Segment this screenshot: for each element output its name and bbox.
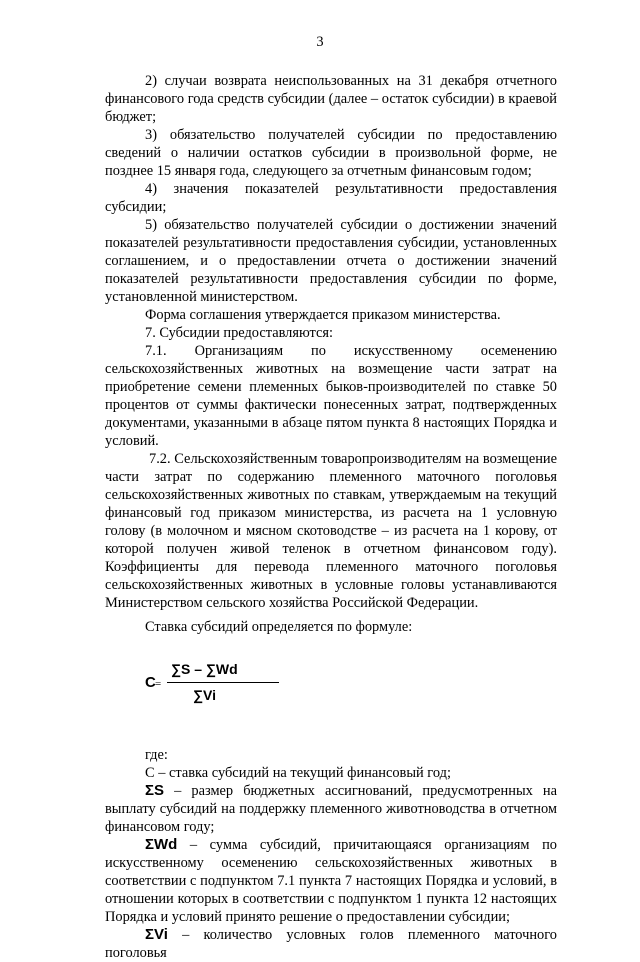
definition-text: С – ставка субсидий на текущий финансовый год; bbox=[145, 765, 451, 781]
paragraph: 7.2. Сельскохозяйственным товаропроизводителям на возмещение части затрат по содержанию племенного маточного поголовья сельскохозяйственных животных по ставкам, утверждаемым на текущий финансовый год приказом министерства, из расчета на 1 условную голову (в молочном и мясном скотоводстве – из расчета на 1 корову, от которой получен живой теленок в отчетном финансовом году). Коэффициенты для перевода племенного маточного поголовья сельскохозяйственных животных в условные головы устанавливаются Министерством сельского хозяйства Российской Федерации. bbox=[105, 451, 557, 611]
definition-text: – размер бюджетных ассигнований, предусмотренных на выплату субсидий на поддержку племенного животноводства в отчетном финансовом году; bbox=[105, 783, 557, 835]
definition-symbol: ΣVi bbox=[145, 926, 168, 943]
page-number: 3 bbox=[316, 34, 324, 50]
paragraph: Форма соглашения утверждается приказом министерства. bbox=[145, 307, 501, 323]
formula-numerator: ∑S – ∑Wd bbox=[171, 661, 238, 677]
definition-symbol: ΣS bbox=[145, 782, 165, 799]
formula-denominator: ∑Vi bbox=[193, 687, 216, 703]
definition-text: – сумма субсидий, причитающаяся организациям по искусственному осеменению сельскохозяйственных животных в соответствии с подпунктом 7.1 пункта 7 настоящих Порядка и условий, в отношении которых в соответствии с подпунктом 1 пункта 12 настоящих Порядка и условий принято решение о предоставлении субсидии; bbox=[105, 837, 557, 925]
document-body bbox=[105, 72, 557, 962]
definition-text: – количество условных голов племенного маточного поголовья bbox=[105, 927, 557, 961]
paragraph: 4) значения показателей результативности предоставления субсидии; bbox=[105, 181, 557, 215]
paragraph: 7.1. Организациям по искусственному осеменению сельскохозяйственных животных на возмещение части затрат на приобретение семени племенных быков-производителей по ставке 50 процентов от суммы фактически понесенных затрат, подтвержденных документами, указанными в абзаце пятом пункта 8 настоящих Порядка и условий. bbox=[105, 343, 557, 449]
definition-symbol: ΣWd bbox=[145, 836, 178, 853]
fraction-bar bbox=[167, 682, 279, 683]
where-label: где: bbox=[145, 747, 168, 763]
definition-item bbox=[105, 764, 557, 782]
definition-item bbox=[105, 782, 557, 836]
formula-lhs: С bbox=[145, 674, 156, 691]
formula-equals: = bbox=[155, 678, 162, 690]
formula-intro: Ставка субсидий определяется по формуле: bbox=[145, 619, 413, 635]
rate-formula bbox=[105, 640, 557, 746]
definition-item bbox=[105, 926, 557, 962]
definition-item bbox=[105, 836, 557, 926]
paragraph: 7. Субсидии предоставляются: bbox=[145, 325, 334, 341]
paragraph: 5) обязательство получателей субсидии о достижении значений показателей результативности предоставления субсидии, установленных соглашением, и о предоставлении отчета о достижении значений показателей результативности предоставления субсидии по форме, установленной министерством. bbox=[105, 217, 557, 305]
paragraph: 2) случаи возврата неиспользованных на 31 декабря отчетного финансового года средств субсидии (далее – остаток субсидии) в краевой бюджет; bbox=[105, 73, 557, 125]
paragraph: 3) обязательство получателей субсидии по предоставлению сведений о наличии остатков субсидии в произвольной форме, не позднее 15 января года, следующего за отчетным финансовым годом; bbox=[105, 127, 557, 179]
